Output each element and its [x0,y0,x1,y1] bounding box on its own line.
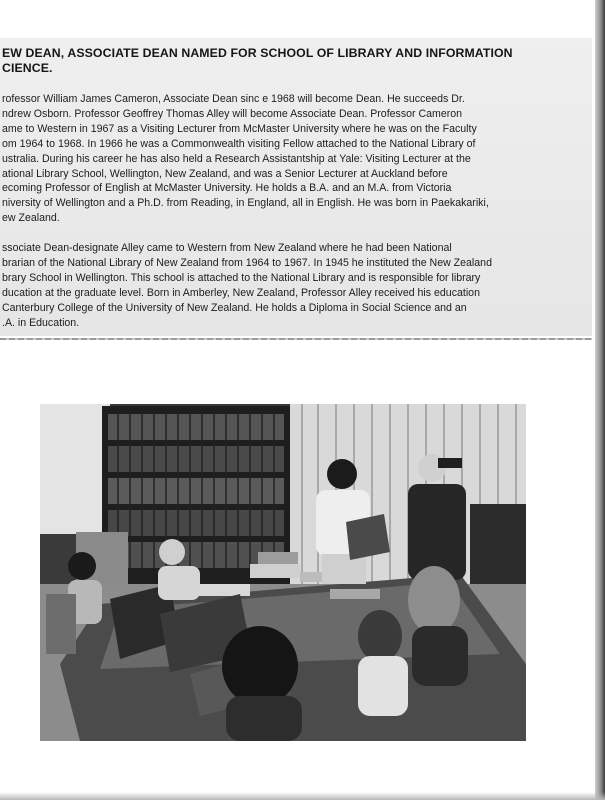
standing-man-center-trousers [322,554,366,584]
article-headline [2,46,572,76]
chair-left [46,594,76,654]
paragraph-1-line: rofessor William James Cameron, Associate Dean sinc e 1968 will become Dean. He succeeds Dr. [2,93,465,105]
paragraph-1-line: ecoming Professor of English at McMaster University. He holds a B.A. and an M.A. from Victoria [2,182,452,195]
section-divider [0,338,592,340]
paragraph-2-line: Canterbury College of the University of New Zealand. He holds a Diploma in Social Science and an [2,301,467,314]
headline-line-2: CIENCE. [2,61,53,75]
paragraph-1-line: niversity of Wellington and a Ph.D. from Reading, in England, all in English. He was born in Paekakariki, [2,197,489,210]
article-paragraph-2 [2,241,582,330]
paragraph-1-line: ational Library School, Wellington, New Zealand, and was a Senior Lecturer at Auckland before [2,167,448,180]
page-bottom-shadow [0,792,605,800]
seated-person-left-head [68,552,96,580]
foreground-person-body [226,696,302,741]
foreground-person-hair [222,626,298,706]
left-wall [40,404,110,534]
paragraph-2-line: ducation at the graduate level. Born in Amberley, New Zealand, Professor Alley received his education [2,286,480,299]
handed-book [346,514,390,560]
seated-woman-center-hair [358,610,402,662]
library-seminar-photo [40,404,526,741]
standing-man-right-suit [408,484,466,580]
paragraph-1-line: ndrew Osborn. Professor Geoffrey Thomas Alley will become Associate Dean. Professor Cameron [2,107,463,120]
article-paragraph-1 [2,92,582,226]
paragraph-2-line: .A. in Education. [2,316,80,329]
paragraph-2-line: brary School in Wellington. This school is attached to the National Library and is responsible for library [2,271,481,284]
paragraph-1-line: ew Zealand. [2,212,60,225]
seated-woman-right-body [412,626,468,686]
standing-man-right-hair [438,458,462,468]
paragraph-1-line: ame to Western in 1967 as a Visiting Lecturer from McMaster University where he was on the Faculty [2,122,477,135]
seated-woman-center-blouse [358,656,408,716]
seated-man-shirt [158,566,200,600]
paragraph-2-line: ssociate Dean-designate Alley came to Western from New Zealand where he had been National [2,242,452,254]
paragraph-1-line: om 1964 to 1968. In 1966 he was a Commonwealth visiting Fellow attached to the National Library of [2,137,476,150]
headline-line-1: EW DEAN, ASSOCIATE DEAN NAMED FOR SCHOOL OF LIBRARY AND INFORMATION [2,46,513,60]
seated-man-head [159,539,185,565]
seated-woman-right-hair [408,566,460,634]
book-spine-shadow [595,0,605,800]
bookshelf-rows [108,414,284,568]
photo-illustration [40,404,526,741]
paragraph-1-line: ustralia. During his career he has also held a Research Assistantship at Yale: Visiting Lecturer at the [2,152,471,165]
paragraph-2-line: brarian of the National Library of New Zealand from 1964 to 1967. In 1945 he instituted the New Zealand [2,256,492,269]
standing-man-center-head [327,459,357,489]
